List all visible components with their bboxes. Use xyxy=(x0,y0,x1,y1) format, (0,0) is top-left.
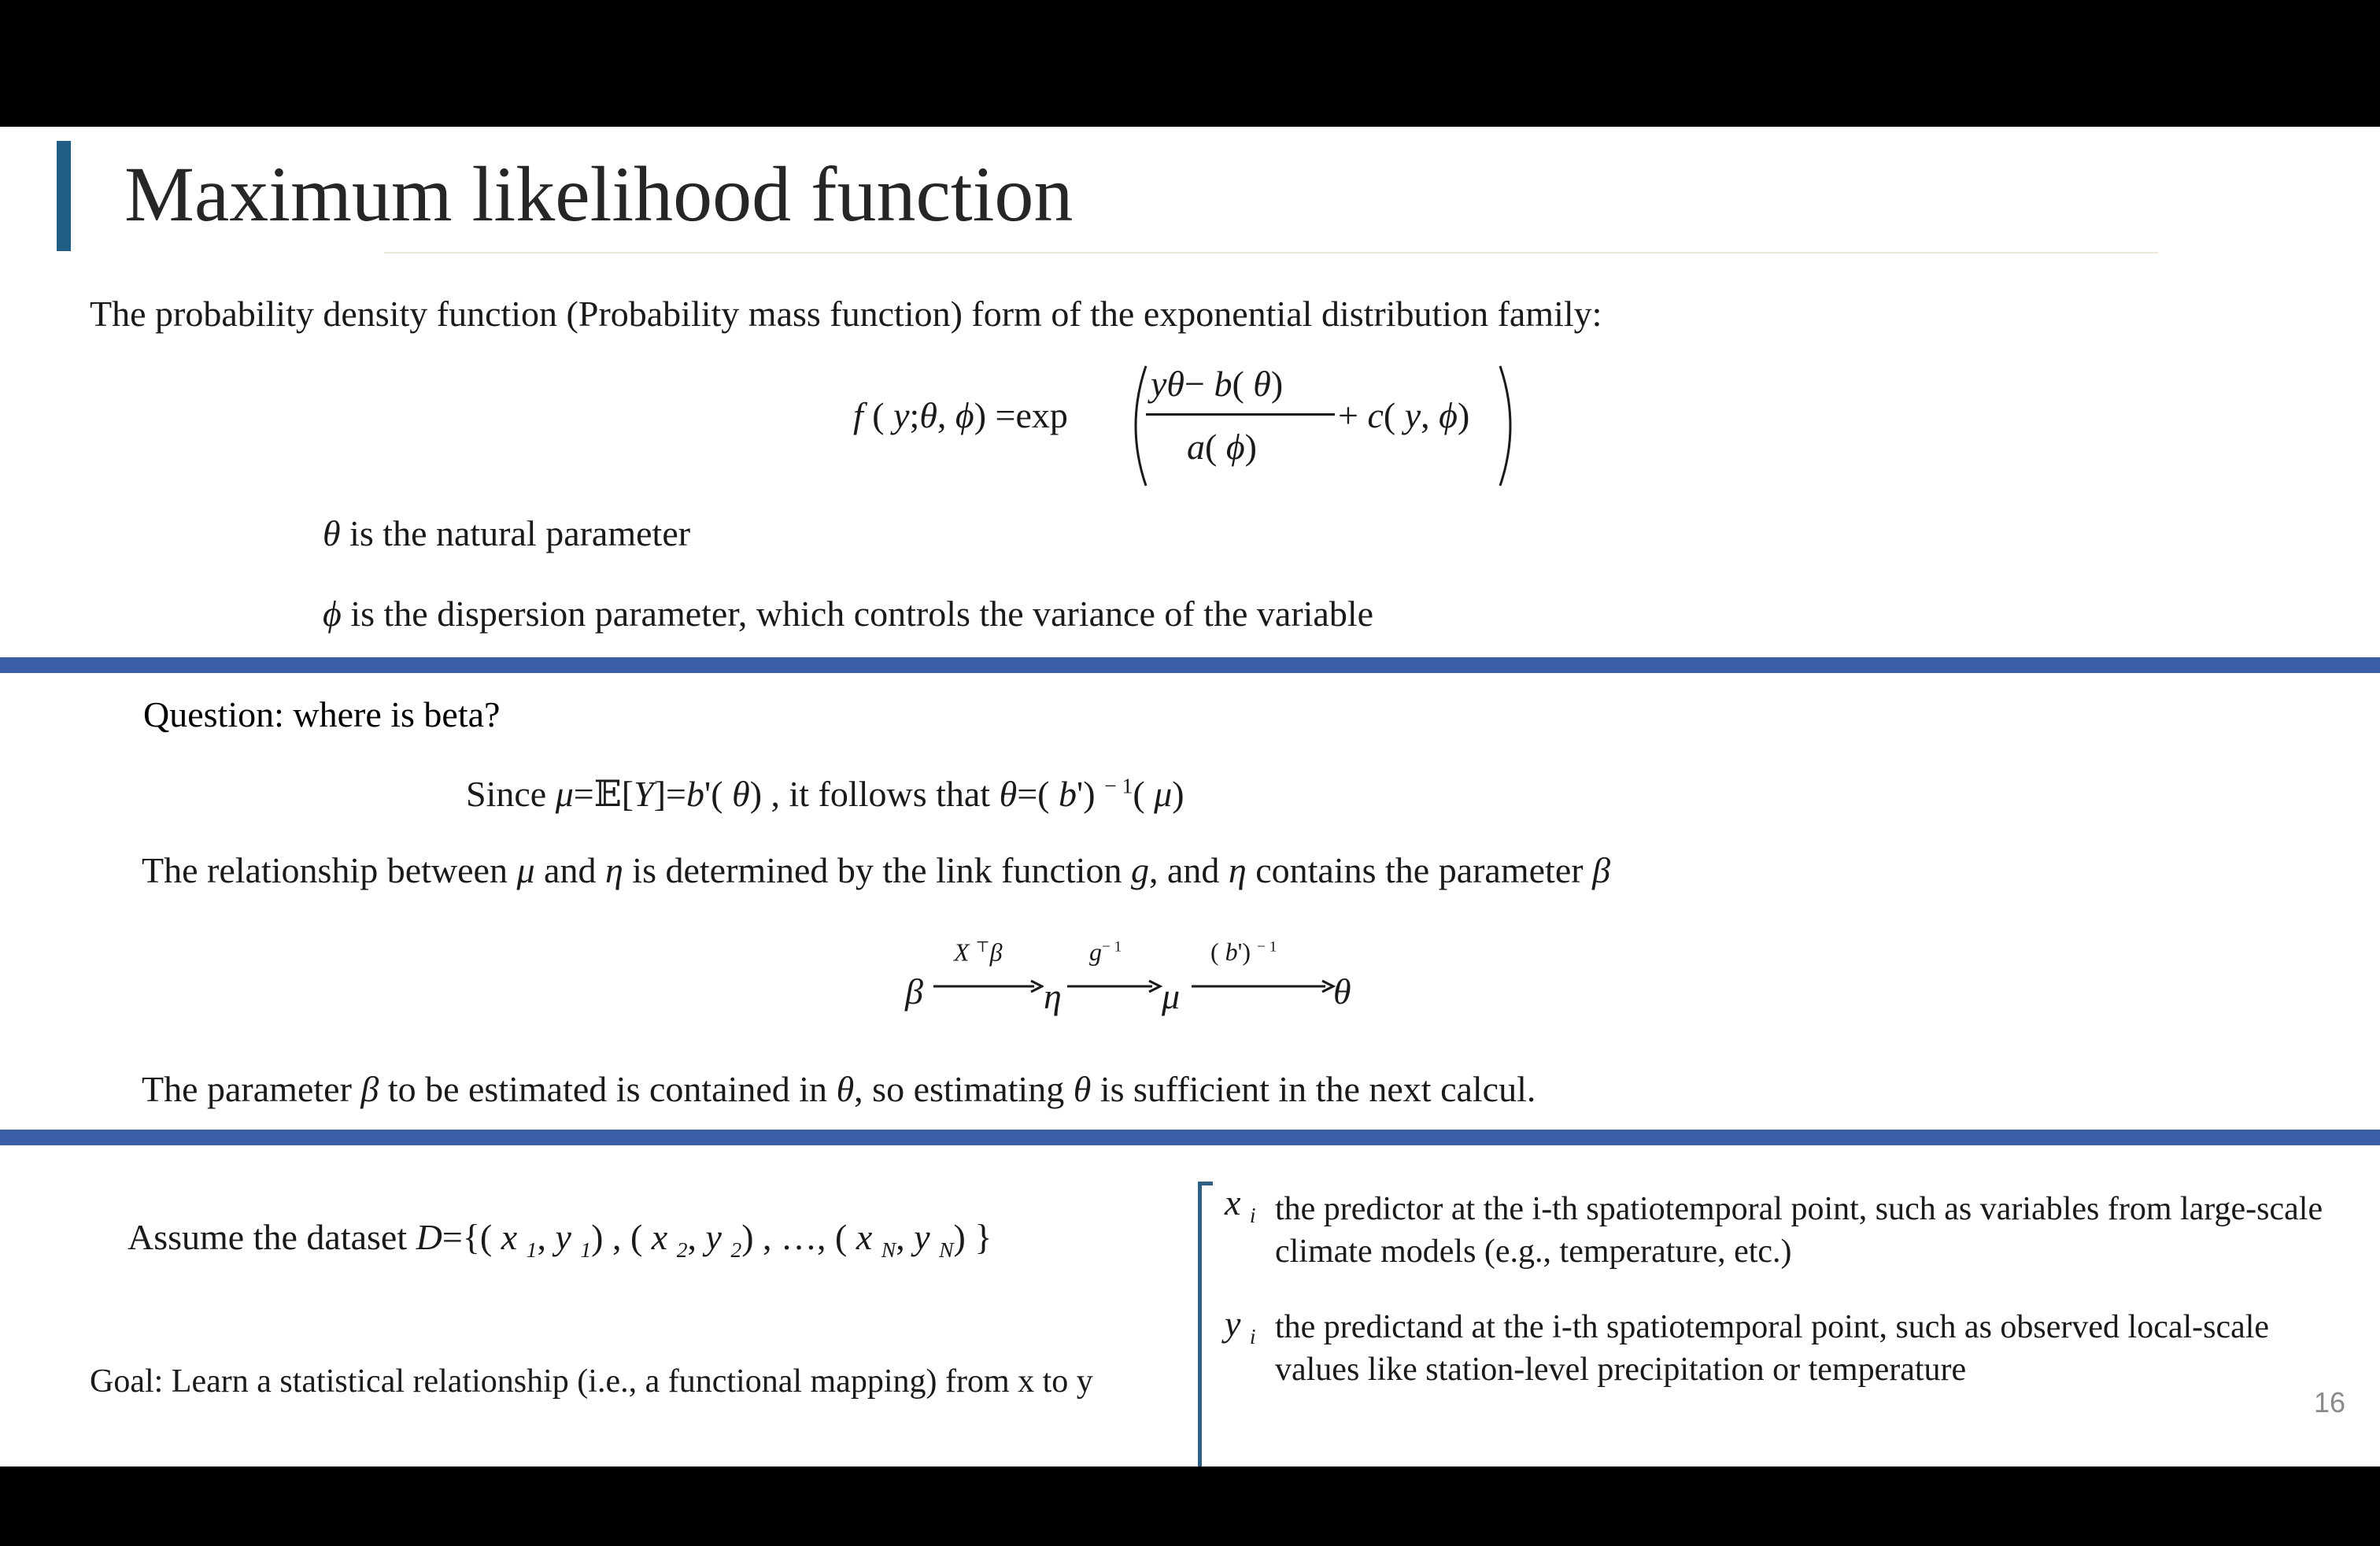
relationship-text: The relationship between μ and η is determined by the link function g, and η contains the parameter β xyxy=(142,850,1610,890)
since-equation: Since μ=𝔼[Y]=b'( θ) , it follows that θ=( b') $^{- 1}$( μ) xyxy=(466,773,1184,814)
intro-text: The probability density function (Probability mass function) form of the exponential distribution family: xyxy=(90,294,1602,334)
chain-eta: η xyxy=(1044,976,1062,1016)
xi-symbol: x $_i$ xyxy=(1225,1182,1256,1228)
chain-label-ginv: $g^{- 1}$ xyxy=(1089,938,1122,966)
chain-arrow-2 xyxy=(1067,978,1177,994)
yi-description xyxy=(1275,1306,2269,1391)
right-paren xyxy=(1495,363,1527,489)
formula-lhs: f ( y;θ, ϕ) =exp xyxy=(853,395,1068,435)
chain-beta: β xyxy=(905,971,923,1012)
chain-arrow-1 xyxy=(933,978,1044,994)
theta-definition: θ is the natural parameter xyxy=(323,513,691,553)
title-accent-bar xyxy=(57,141,71,251)
phi-definition: ϕ is the dispersion parameter, which controls the variance of the variable xyxy=(323,594,1374,634)
yi-symbol: y $_i$ xyxy=(1225,1304,1256,1349)
title-underline xyxy=(384,252,2158,253)
slide-title: Maximum likelihood function xyxy=(124,150,1074,238)
chain-label-xtb: X ⊤β xyxy=(954,938,1003,967)
question-text: Question: where is beta? xyxy=(143,694,501,734)
formula-c-term: + c( y, ϕ) xyxy=(1338,395,1470,435)
dataset-assumption: Assume the dataset D={( x $_1$, y $_1$) , ( x $_2$, y $_2$) , …, ( x $_N$, y $_N$) } xyxy=(128,1217,992,1263)
xi-description xyxy=(1275,1188,2323,1273)
parameter-text: The parameter β to be estimated is contained in θ, so estimating θ is sufficient in the next calcul. xyxy=(142,1069,1536,1109)
mapping-chain xyxy=(897,930,1369,1016)
yi-desc-line-1: the predictand at the i-th spatiotemporal point, such as observed local-scale xyxy=(1275,1309,2270,1345)
fraction-line xyxy=(1146,413,1335,416)
yi-desc-line-2: values like station-level precipitation or temperature xyxy=(1275,1352,1967,1388)
chain-arrow-3 xyxy=(1192,978,1341,994)
chain-label-bprime-inv: ( b') $^{- 1}$ xyxy=(1210,938,1277,966)
xi-desc-line-1: the predictor at the i-th spatiotemporal point, such as variables from large-scale xyxy=(1275,1191,2323,1227)
chain-theta: θ xyxy=(1333,971,1351,1012)
left-paren xyxy=(1119,363,1151,489)
xi-desc-line-2: climate models (e.g., temperature, etc.) xyxy=(1275,1233,1792,1270)
divider-band-2 xyxy=(0,1130,2380,1145)
page-number: 16 xyxy=(2313,1386,2345,1418)
formula-denominator: a( ϕ) xyxy=(1187,427,1257,467)
pdf-formula xyxy=(852,363,1544,473)
goal-text: Goal: Learn a statistical relationship (i.e., a functional mapping) from x to y xyxy=(90,1363,1093,1400)
slide xyxy=(0,127,2380,1466)
definition-bracket xyxy=(1198,1182,1213,1466)
chain-mu: μ xyxy=(1162,976,1181,1016)
formula-numerator: yθ− b( θ) xyxy=(1151,364,1284,404)
divider-band-1 xyxy=(0,657,2380,673)
